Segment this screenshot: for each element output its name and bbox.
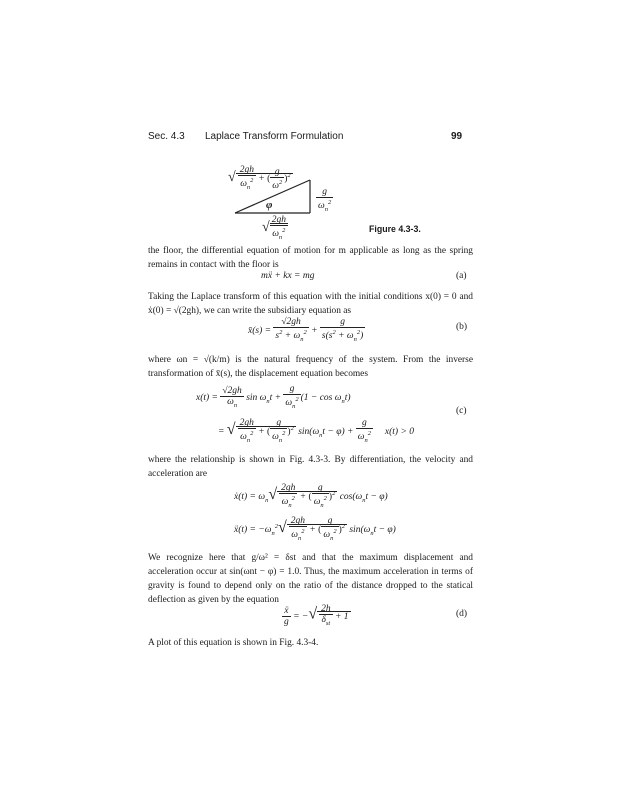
page-number: 99: [451, 131, 463, 142]
section-number: Sec. 4.3: [148, 131, 185, 142]
equation-c-line2: = √ $\frac{2gh}{\omega_n^2}$ + ( $\frac{g}{\omega_n^2}$ )$^2$ $\sin(\omega_nt - \varphi)$ + $\frac{g}{\omega_n^2}$ x(t) > 0: [218, 418, 414, 445]
equation-a: mẍ + kx = mg: [261, 271, 315, 281]
running-title: Laplace Transform Formulation: [205, 131, 344, 142]
equation-a-label: (a): [456, 271, 467, 281]
equation-source-text: [0, 0, 1, 1]
eq-b-text: [0, 0, 1, 1]
angle-phi-label: φ: [266, 199, 273, 211]
equation-b: x̄(s) = $\frac{√2gh}{s^2 + \omega_n^2}$ + $\frac{g}{s(s^2 + \omega_n^2)}$: [248, 317, 364, 344]
equation-c-line1: x(t) = $\frac{√2gh}{\omega_n}$ $\sin \omega_nt$ + $\frac{g}{\omega_n^2}$ $(1 - \cos \omega_nt)$: [196, 384, 351, 411]
paragraph-6: A plot of this equation is shown in Fig. 4.3-4.: [148, 638, 319, 648]
paragraph-1: the floor, the differential equation of motion for m applicable as long as the spring remains in contact with the floor is: [148, 246, 473, 270]
equation-velocity: ẋ(t) = $\omega_n√$ $\frac{2gh}{\omega_n^2}$ + ( $\frac{g}{\omega_n^2}$ )$^2$ $\cos(\omega_nt - \varphi)$: [234, 483, 388, 510]
equation-c-label: (c): [456, 406, 467, 416]
paragraph-4: where the relationship is shown in Fig. 4.3-3. By differentiation, the velocity and acceleration are: [148, 455, 473, 479]
figure-caption: Figure 4.3-3.: [369, 224, 421, 234]
hypotenuse-label: √ $\frac{2gh}{\omega_n^2}$ + ( $\frac{g}{\omega^2}$ )$^2$: [228, 165, 291, 192]
paragraph-5: We recognize here that g/ω² = δst and that the maximum displacement and acceleration occur at sin(ωnt − φ) = 1.0. Thus, the maximum acceleration in terms of gravity is found to depend only on the ratio of the distance dropped to the statical deflection as given by the equation: [148, 553, 473, 605]
base-label: √ $\frac{2gh}{\omega_n^2}$: [262, 215, 286, 242]
paragraph-3: where ωn = √(k/m) is the natural frequency of the system. From the inverse transformation of x̄(s), the displacement equation becomes: [148, 355, 473, 379]
height-label: $\frac{g}{\omega_n^2}$: [318, 187, 332, 214]
equation-acceleration: ẍ(t) = $-\omega_n^2√$ $\frac{2gh}{\omega_n^2}$ + ( $\frac{g}{\omega_n^2}$ )$^2$ $\sin(\omega_nt - \varphi)$: [234, 516, 396, 543]
paragraph-2: Taking the Laplace transform of this equation with the initial conditions x(0) = 0 and ẋ(0) = √(2gh), we can write the subsidiary equation as: [148, 292, 473, 316]
equation-b-label: (b): [456, 322, 468, 332]
equation-d: $\frac{\text{ẍ}}{g}$ = −√ $\frac{2h}{\delta_{st}}$ + 1: [284, 604, 349, 627]
equation-d-label: (d): [456, 609, 468, 619]
